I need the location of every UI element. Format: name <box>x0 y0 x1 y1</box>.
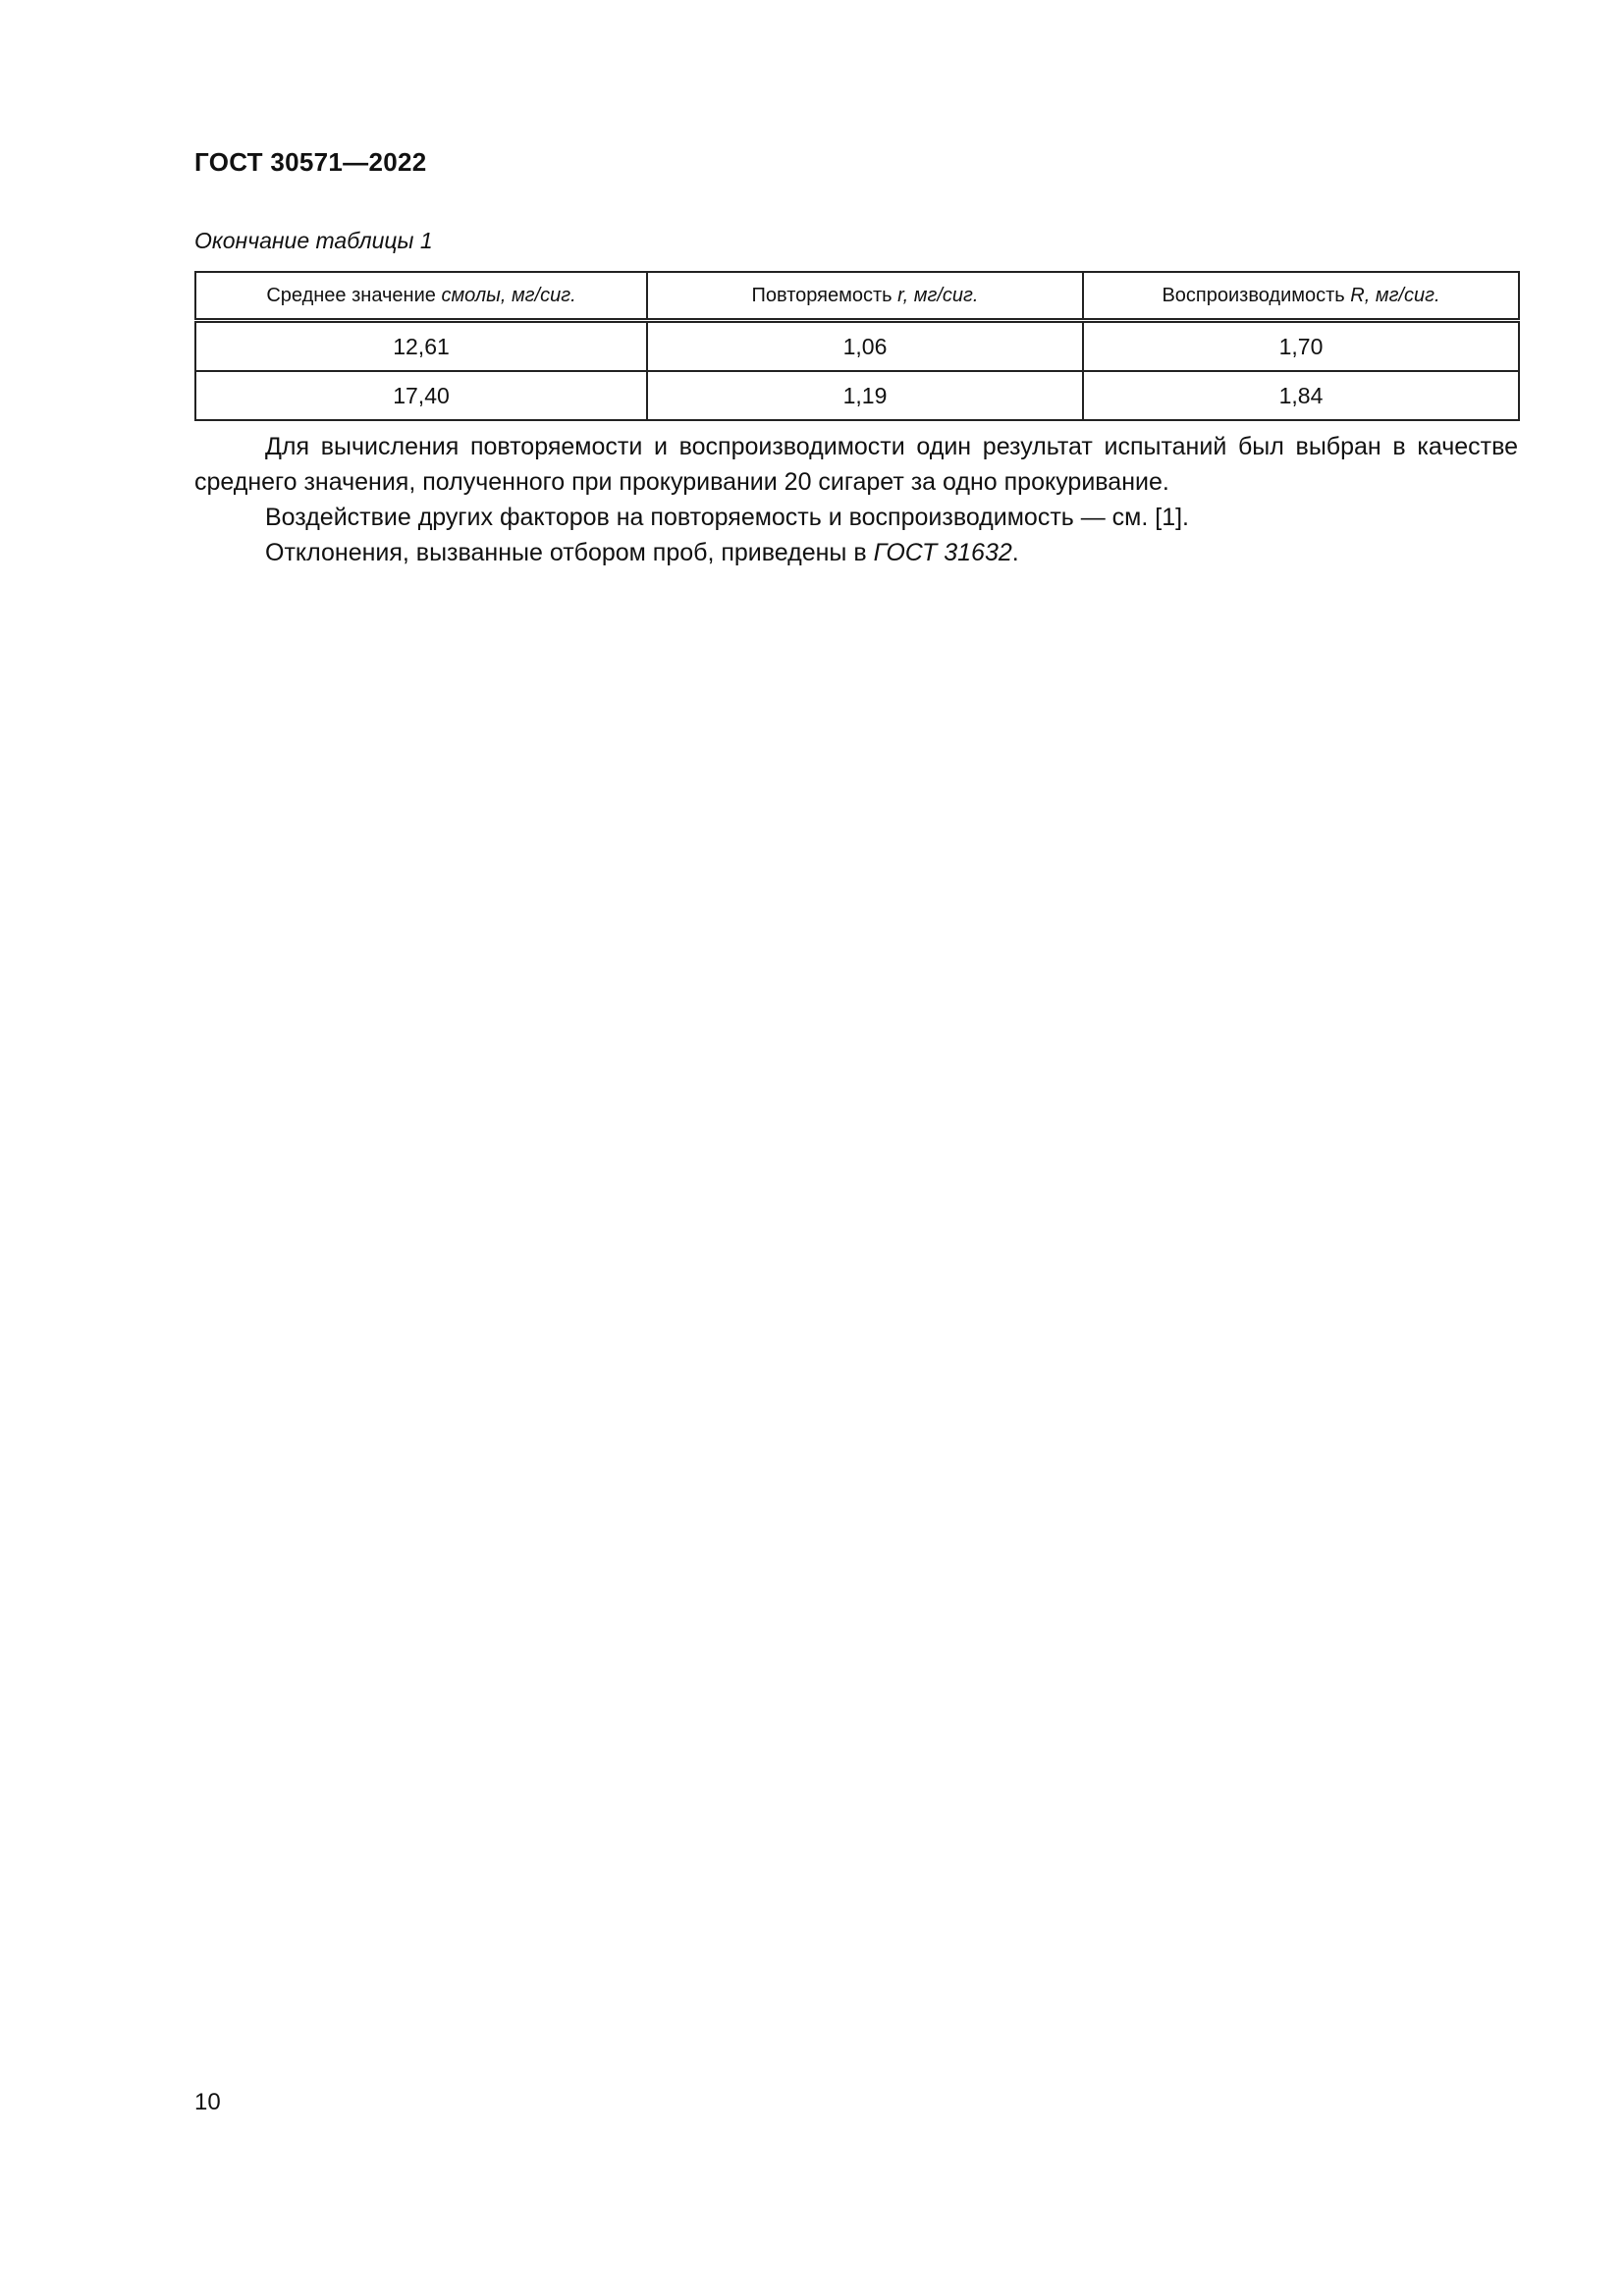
paragraph: Для вычисления повторяемости и воспроизводимости один результат испытаний был выбран в качестве среднего значения, полученного при прокуривании 20 сигарет за одно прокуривание. <box>194 433 1518 496</box>
table-cell-repeatability: 1,06 <box>647 321 1083 372</box>
column-header-text: Повторяемость <box>751 284 898 306</box>
table-cell-reproducibility: 1,84 <box>1083 371 1519 420</box>
table-cell-mean-tar: 17,40 <box>195 371 647 420</box>
table-caption: Окончание таблицы 1 <box>194 228 433 253</box>
table-row <box>195 321 1519 372</box>
column-header-unit: R, мг/сиг. <box>1350 284 1440 306</box>
page-number: 10 <box>194 2089 221 2115</box>
results-table <box>194 271 1520 421</box>
column-header-unit: r, мг/сиг. <box>897 284 979 306</box>
paragraph <box>194 535 1518 570</box>
table-header-row <box>195 272 1519 321</box>
table-row <box>195 371 1519 420</box>
paragraph: Воздействие других факторов на повторяемость и воспроизводимость — см. [1]. <box>265 504 1190 531</box>
body-text <box>194 429 1518 570</box>
table-cell-repeatability: 1,19 <box>647 371 1083 420</box>
column-header-text: Воспроизводимость <box>1162 284 1351 306</box>
table-cell-mean-tar: 12,61 <box>195 321 647 372</box>
column-header-mean-tar <box>195 272 647 321</box>
paragraph-text: . <box>1011 539 1019 566</box>
table-cell-reproducibility: 1,70 <box>1083 321 1519 372</box>
column-header-text: Среднее значение <box>266 284 442 306</box>
column-header-repeatability <box>647 272 1083 321</box>
standard-reference: ГОСТ 31632 <box>873 539 1012 566</box>
column-header-reproducibility <box>1083 272 1519 321</box>
paragraph-text: Отклонения, вызванные отбором проб, приведены в <box>265 539 874 566</box>
column-header-unit: смолы, мг/сиг. <box>441 284 576 306</box>
document-header: ГОСТ 30571—2022 <box>194 147 427 177</box>
